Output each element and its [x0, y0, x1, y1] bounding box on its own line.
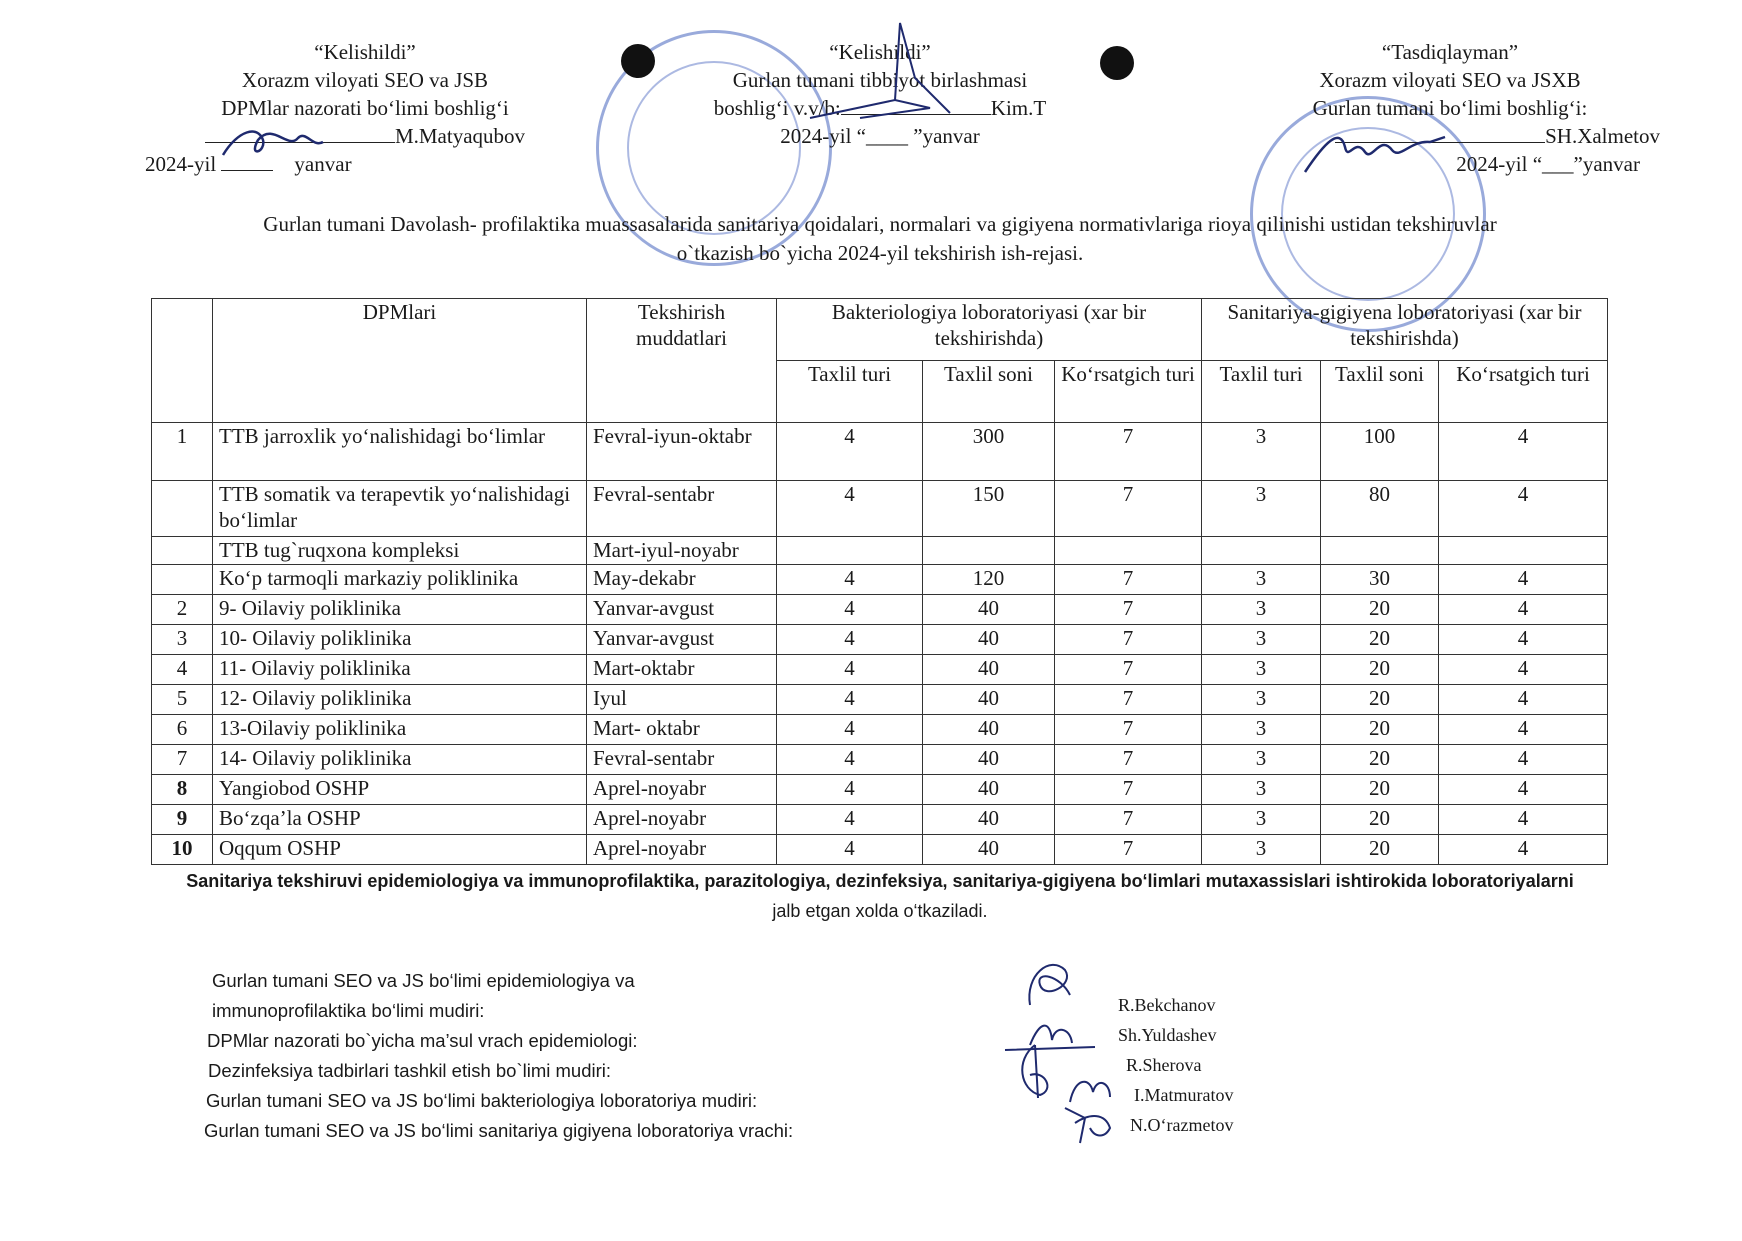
bact-analysis-count: 150 [923, 481, 1055, 537]
bact-indicator-type: 7 [1055, 775, 1202, 805]
bact-analysis-count: 40 [923, 775, 1055, 805]
bact-indicator-type: 7 [1055, 655, 1202, 685]
san-analysis-type: 3 [1202, 745, 1321, 775]
bact-analysis-type: 4 [777, 775, 923, 805]
facility-name: Oqqum OSHP [213, 835, 587, 865]
approval-org: Gurlan tumani tibbiyot birlashmasi [732, 68, 1028, 92]
table-row [152, 565, 1608, 595]
inspection-period: Yanvar-avgust [587, 625, 777, 655]
header-indicator-type: Ko‘rsatgich turi [1439, 361, 1608, 423]
table-row [152, 537, 1608, 565]
san-analysis-type: 3 [1202, 565, 1321, 595]
row-number: 2 [152, 595, 213, 625]
header-analysis-type: Taxlil turi [1202, 361, 1321, 423]
san-analysis-count [1321, 537, 1439, 565]
facility-name: Bo‘zqa’la OSHP [213, 805, 587, 835]
san-analysis-count: 20 [1321, 595, 1439, 625]
facility-name: Ko‘p tarmoqli markaziy poliklinika [213, 565, 587, 595]
approval-position: DPMlar nazorati bo‘limi boshlig‘i [221, 96, 509, 120]
san-analysis-type: 3 [1202, 835, 1321, 865]
bact-indicator-type: 7 [1055, 565, 1202, 595]
san-indicator-type: 4 [1439, 835, 1608, 865]
approver-name: SH.Xalmetov [1545, 124, 1660, 148]
inspection-period: Mart-oktabr [587, 655, 777, 685]
facility-name: 12- Oilaviy poliklinika [213, 685, 587, 715]
bact-indicator-type: 7 [1055, 715, 1202, 745]
bact-analysis-count: 40 [923, 745, 1055, 775]
bact-indicator-type [1055, 537, 1202, 565]
san-indicator-type: 4 [1439, 595, 1608, 625]
san-analysis-count: 20 [1321, 715, 1439, 745]
footnote-line2: jalb etgan xolda o‘tkaziladi. [772, 901, 988, 921]
san-indicator-type [1439, 537, 1608, 565]
san-analysis-type: 3 [1202, 423, 1321, 481]
bact-analysis-count: 40 [923, 655, 1055, 685]
bact-indicator-type: 7 [1055, 423, 1202, 481]
bact-analysis-count: 300 [923, 423, 1055, 481]
signatory-name: N.O‘razmetov [1130, 1115, 1234, 1135]
header-facility: DPMlari [213, 299, 587, 423]
approval-heading: “Kelishildi” [829, 40, 931, 64]
bact-analysis-type: 4 [777, 835, 923, 865]
signatory-role: Gurlan tumani SEO va JS bo‘limi sanitariya gigiyena loboratoriya vrachi: [204, 1120, 794, 1141]
signature-right [1300, 122, 1450, 177]
signature-orazmetov [1060, 1098, 1120, 1148]
signature-middle [800, 18, 960, 128]
facility-name: Yangiobod OSHP [213, 775, 587, 805]
inspection-period: Iyul [587, 685, 777, 715]
facility-name: 11- Oilaviy poliklinika [213, 655, 587, 685]
signature-sherova [1010, 1040, 1060, 1100]
bact-indicator-type: 7 [1055, 625, 1202, 655]
approval-signature-line [140, 122, 590, 150]
bact-indicator-type: 7 [1055, 805, 1202, 835]
facility-name: TTB somatik va terapevtik yo‘nalishidagi bo‘limlar [213, 481, 587, 537]
signatory-role: Gurlan tumani SEO va JS bo‘limi epidemiologiya va [212, 970, 635, 991]
san-analysis-type: 3 [1202, 655, 1321, 685]
inspection-period: Mart-iyul-noyabr [587, 537, 777, 565]
facility-name: 10- Oilaviy poliklinika [213, 625, 587, 655]
bact-analysis-type: 4 [777, 481, 923, 537]
row-number: 4 [152, 655, 213, 685]
row-number: 3 [152, 625, 213, 655]
bact-analysis-type: 4 [777, 805, 923, 835]
signature-left [218, 120, 328, 165]
san-indicator-type: 4 [1439, 655, 1608, 685]
approval-date: 2024-yil “____ ”yanvar [780, 124, 980, 148]
san-analysis-type: 3 [1202, 595, 1321, 625]
san-indicator-type: 4 [1439, 565, 1608, 595]
signatory-roles [204, 966, 794, 1146]
san-analysis-count: 80 [1321, 481, 1439, 537]
document-title-line2: o`tkazish bo`yicha 2024-yil tekshirish ish-rejasi. [676, 241, 1084, 265]
bact-analysis-type: 4 [777, 625, 923, 655]
row-number: 9 [152, 805, 213, 835]
san-analysis-count: 20 [1321, 745, 1439, 775]
san-analysis-count: 30 [1321, 565, 1439, 595]
row-number: 7 [152, 745, 213, 775]
footnote-line1: Sanitariya tekshiruvi epidemiologiya va immunoprofilaktika, parazitologiya, dezinfeksiya, sanitariya-gigiyena bo‘limlari mutaxassislari ishtirokida loboratoriyalarni [186, 871, 1574, 891]
san-analysis-count: 20 [1321, 775, 1439, 805]
san-indicator-type: 4 [1439, 481, 1608, 537]
approval-org: Xorazm viloyati SEO va JSB [241, 68, 489, 92]
inspection-period: Fevral-iyun-oktabr [587, 423, 777, 481]
san-analysis-count: 20 [1321, 625, 1439, 655]
table-row [152, 775, 1608, 805]
bact-analysis-type: 4 [777, 565, 923, 595]
row-number: 8 [152, 775, 213, 805]
facility-name: 13-Oilaviy poliklinika [213, 715, 587, 745]
header-number [152, 299, 213, 423]
bact-indicator-type: 7 [1055, 835, 1202, 865]
signatory-name: R.Bekchanov [1118, 995, 1216, 1015]
inspection-period: Aprel-noyabr [587, 775, 777, 805]
bact-analysis-type: 4 [777, 715, 923, 745]
row-number [152, 565, 213, 595]
bact-analysis-count: 40 [923, 685, 1055, 715]
san-analysis-type: 3 [1202, 685, 1321, 715]
san-analysis-count: 100 [1321, 423, 1439, 481]
approval-date: 2024-yil “___”yanvar [1456, 152, 1640, 176]
approval-heading: “Tasdiqlayman” [1381, 40, 1519, 64]
bact-analysis-type: 4 [777, 655, 923, 685]
header-analysis-count: Taxlil soni [1321, 361, 1439, 423]
san-indicator-type: 4 [1439, 745, 1608, 775]
document-title-line1: Gurlan tumani Davolash- profilaktika muassasalarida sanitariya qoidalari, normalari va gigiyena normativlariga rioya qilinishi ustidan tekshiruvlar [263, 212, 1497, 236]
san-analysis-count: 20 [1321, 835, 1439, 865]
san-analysis-count: 20 [1321, 685, 1439, 715]
signatory-name: R.Sherova [1126, 1055, 1202, 1075]
bact-analysis-count: 40 [923, 595, 1055, 625]
table-row [152, 745, 1608, 775]
san-indicator-type: 4 [1439, 775, 1608, 805]
san-indicator-type: 4 [1439, 715, 1608, 745]
table-row [152, 715, 1608, 745]
bact-indicator-type: 7 [1055, 685, 1202, 715]
header-indicator-type: Ko‘rsatgich turi [1055, 361, 1202, 423]
san-analysis-type: 3 [1202, 805, 1321, 835]
table-row [152, 655, 1608, 685]
table-row [152, 595, 1608, 625]
bact-analysis-count: 40 [923, 625, 1055, 655]
bact-analysis-count: 40 [923, 805, 1055, 835]
row-number: 5 [152, 685, 213, 715]
bact-analysis-count [923, 537, 1055, 565]
footnote [100, 866, 1660, 926]
san-analysis-count: 20 [1321, 655, 1439, 685]
approval-heading: “Kelishildi” [314, 40, 416, 64]
approval-date: 2024-yil yanvar [145, 152, 352, 176]
signatory-name: I.Matmuratov [1134, 1085, 1234, 1105]
san-analysis-type: 3 [1202, 775, 1321, 805]
signatory-role: DPMlar nazorati bo`yicha ma’sul vrach epidemiologi: [207, 1030, 638, 1051]
row-number: 6 [152, 715, 213, 745]
table-row [152, 685, 1608, 715]
san-indicator-type: 4 [1439, 685, 1608, 715]
approver-name: M.Matyaqubov [394, 124, 526, 148]
bact-analysis-type: 4 [777, 595, 923, 625]
table-row [152, 835, 1608, 865]
row-number: 10 [152, 835, 213, 865]
row-number: 1 [152, 423, 213, 481]
table-row [152, 481, 1608, 537]
inspection-period: Aprel-noyabr [587, 835, 777, 865]
inspection-period: Fevral-sentabr [587, 745, 777, 775]
bact-analysis-type [777, 537, 923, 565]
bact-indicator-type: 7 [1055, 481, 1202, 537]
signatory-names [1118, 990, 1233, 1140]
inspection-plan-table [151, 298, 1608, 865]
approval-signature-line: boshlig‘i v.v/b: Kim.T [713, 96, 1047, 120]
facility-name: TTB jarroxlik yo‘nalishidagi bo‘limlar [213, 423, 587, 481]
facility-name: 14- Oilaviy poliklinika [213, 745, 587, 775]
document-title [100, 210, 1660, 268]
bact-analysis-type: 4 [777, 745, 923, 775]
san-analysis-count: 20 [1321, 805, 1439, 835]
san-analysis-type [1202, 537, 1321, 565]
facility-name: 9- Oilaviy poliklinika [213, 595, 587, 625]
bact-analysis-count: 40 [923, 835, 1055, 865]
bact-analysis-type: 4 [777, 423, 923, 481]
inspection-period: Aprel-noyabr [587, 805, 777, 835]
approval-org: Xorazm viloyati SEO va JSXB [1319, 68, 1581, 92]
bact-analysis-type: 4 [777, 685, 923, 715]
header-sanitary: Sanitariya-gigiyena loboratoriyasi (xar bir tekshirishda) [1202, 299, 1608, 361]
inspection-period: Yanvar-avgust [587, 595, 777, 625]
approver-name: Kim.T [990, 96, 1047, 120]
inspection-period: Fevral-sentabr [587, 481, 777, 537]
san-indicator-type: 4 [1439, 423, 1608, 481]
san-indicator-type: 4 [1439, 805, 1608, 835]
approval-position: Gurlan tumani bo‘limi boshlig‘i: [1312, 96, 1588, 120]
table-row [152, 423, 1608, 481]
bact-indicator-type: 7 [1055, 745, 1202, 775]
san-analysis-type: 3 [1202, 715, 1321, 745]
signatory-name: Sh.Yuldashev [1118, 1025, 1217, 1045]
row-number [152, 481, 213, 537]
inspection-period: Mart- oktabr [587, 715, 777, 745]
table-row [152, 805, 1608, 835]
san-indicator-type: 4 [1439, 625, 1608, 655]
row-number [152, 537, 213, 565]
bact-analysis-count: 40 [923, 715, 1055, 745]
bact-indicator-type: 7 [1055, 595, 1202, 625]
header-analysis-type: Taxlil turi [777, 361, 923, 423]
header-period: Tekshirish muddatlari [587, 299, 777, 423]
inspection-period: May-dekabr [587, 565, 777, 595]
header-bacteriology: Bakteriologiya loboratoriyasi (xar bir tekshirishda) [777, 299, 1202, 361]
san-analysis-type: 3 [1202, 481, 1321, 537]
bact-analysis-count: 120 [923, 565, 1055, 595]
signatory-role: Dezinfeksiya tadbirlari tashkil etish bo`limi mudiri: [208, 1060, 612, 1081]
signatory-role: Gurlan tumani SEO va JS bo‘limi bakteriologiya loboratoriya mudiri: [206, 1090, 758, 1111]
header-analysis-count: Taxlil soni [923, 361, 1055, 423]
san-analysis-type: 3 [1202, 625, 1321, 655]
signature-bekchanov [1020, 955, 1080, 1015]
approval-block-left [140, 38, 590, 178]
facility-name: TTB tug`ruqxona kompleksi [213, 537, 587, 565]
signatory-role: immunoprofilaktika bo‘limi mudiri: [212, 1000, 485, 1021]
table-row [152, 625, 1608, 655]
